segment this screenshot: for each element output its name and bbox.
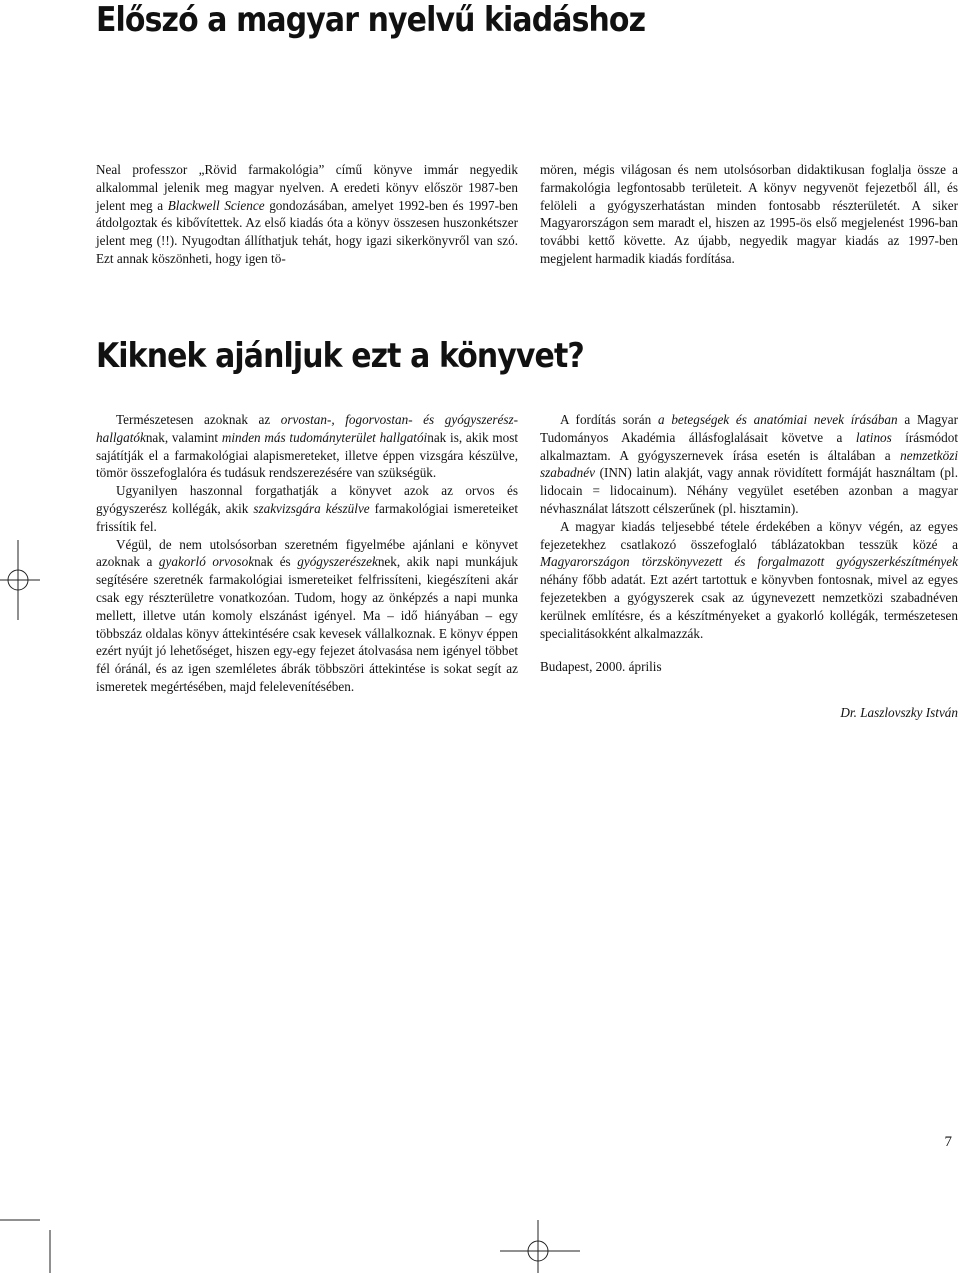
text-run: néhány főbb adatát. Ezt azért tartottuk e könyvben fontosnak, mivel az egyes fejezetekben a gyógyszerek csak az úgynevezett nemzetközi szabadnéven kerülnek említésre, és a készítményeket a gyakorló kollégák, természetesen specialitásokként alkalmazzák. xyxy=(540,572,958,641)
text-italic: nemzetközi szabadnév xyxy=(540,447,958,481)
text-run: nak és xyxy=(254,554,298,570)
text-italic: orvostan-, fogorvostan- és gyógyszerész-hallgatók xyxy=(96,412,518,445)
paragraph xyxy=(96,411,518,482)
text-run: Ugyanilyen haszonnal forgathatják a könyvet azok az orvos és gyógyszerész kollégák, akik xyxy=(96,483,518,516)
text-run: a Magyar Tudományos Akadémia állásfoglalásait követve a xyxy=(540,412,958,445)
text-italic: gyakorló orvosok xyxy=(158,554,255,570)
text-run: (INN) latin alakját, vagy annak rövidített formáját használtam (pl. lidocain = lidocainum). Néhány vegyület esetében azonban a magyar névhasználat látszott célszerűnek (pl. hisztamin). xyxy=(540,465,958,516)
signature-name: Dr. Laszlovszky István xyxy=(840,705,958,721)
text-run: nek, akik napi munkájuk segítésére szeretnék farmakológiai ismereteiket felfrissíteni, kiegészíteni akár csak egy részterületre vonatkozóan. Tudom, hogy az önképzés a napi munka mellett, illetve után komoly elszánást igényel. Ma – idő hiányában – egy többszáz oldalas könyv áttekintésére csak kevesek vállalkoznak. E könyv éppen ezért nyújt jó lehetőséget, hiszen egy-egy fejezet átolvasása nem igényel többet fél óránál, és az igen szemléletes ábrák többszöri áttekintése is sokat segít az ismeretek megértésében, majd felelevenítésében. xyxy=(96,554,518,694)
text-run: A fordítás során xyxy=(560,412,658,427)
paragraph xyxy=(96,482,518,535)
text-italic: a betegségek és anatómiai nevek írásában xyxy=(657,412,898,427)
audience-column-right xyxy=(540,411,958,722)
text-italic: szakvizsgára készülve xyxy=(253,500,370,516)
text-italic: gyógyszerészek xyxy=(297,554,378,570)
text-italic: Magyarországon törzskönyvezett és forgalmazott gyógyszerkészítmények xyxy=(540,554,958,570)
text-italic: Blackwell Science xyxy=(167,197,265,213)
paragraph xyxy=(96,536,518,696)
text-run: A magyar kiadás teljesebbé tétele érdekében a könyv végén, az egyes fejezetekhez csatlakozó összefoglaló táblázatokban tesszük közé a xyxy=(540,518,958,552)
page-number: 7 xyxy=(944,1134,952,1150)
preface-column-left xyxy=(96,161,518,268)
audience-column-left xyxy=(96,411,518,696)
signature xyxy=(540,704,958,722)
place-date: Budapest, 2000. április xyxy=(540,659,662,675)
registration-mark-icon xyxy=(500,1220,580,1273)
paragraph xyxy=(540,411,958,518)
page-title: Előszó a magyar nyelvű kiadáshoz xyxy=(96,0,646,40)
text-run: Neal professzor „Rövid farmakológia” című könyve immár negyedik alkalommal jelenik meg magyar nyelven. A eredeti könyv először 1987-ben jelent meg a xyxy=(96,162,518,213)
text-run: írásmódot alkalmaztam. A gyógyszernevek írása esetén is általában a xyxy=(540,429,958,463)
text-run: farmakológiai ismereteiket frissítik fel. xyxy=(96,500,518,534)
text-run: Végül, de nem utolsósorban szeretném figyelmébe ajánlani e könyvet azoknak a xyxy=(96,536,518,570)
text-run: Természetesen azoknak az xyxy=(116,412,281,427)
preface-column-right xyxy=(540,161,958,268)
text-run: mören, mégis világosan és nem utolsósorban didaktikusan foglalja össze a farmakológia legfontosabb területeit. A könyv negyvenöt fejezetből áll, és felöleli a gyógyszerhatástan minden fontosabb részterületét. A siker Magyarországon sem maradt el, hiszen az 1995-ös első megjelenést 1996-ban további kettő követte. Az újabb, negyedik magyar kiadás az 1997-ben megjelent harmadik kiadás fordítása. xyxy=(540,162,958,266)
text-italic: minden más tudományterület hallgatói xyxy=(221,429,428,445)
text-run: gondozásában, amelyet 1992-ben és 1997-ben átdolgoztak és kibővítettek. Az első kiadás óta a könyv összesen huszonkétszer jelent meg (!!). Nyugodtan állíthatjuk tehát, hogy igazi sikerkönyvről van szó. Ezt annak köszönheti, hogy igen tö- xyxy=(96,197,519,266)
text-run: nak is, akik most sajátítják el a farmakológiai alapismereteket, illetve éppen vizsgára készülve, tömör összefoglalóra és tudásuk rendszerezésére van szükségük. xyxy=(96,429,518,481)
paragraph xyxy=(540,518,958,643)
section-heading: Kiknek ajánljuk ezt a könyvet? xyxy=(96,336,584,376)
crop-mark-icon xyxy=(0,1190,80,1273)
text-italic: latinos xyxy=(855,429,892,445)
registration-mark-icon xyxy=(0,540,44,620)
text-run: nak, valamint xyxy=(145,429,222,445)
